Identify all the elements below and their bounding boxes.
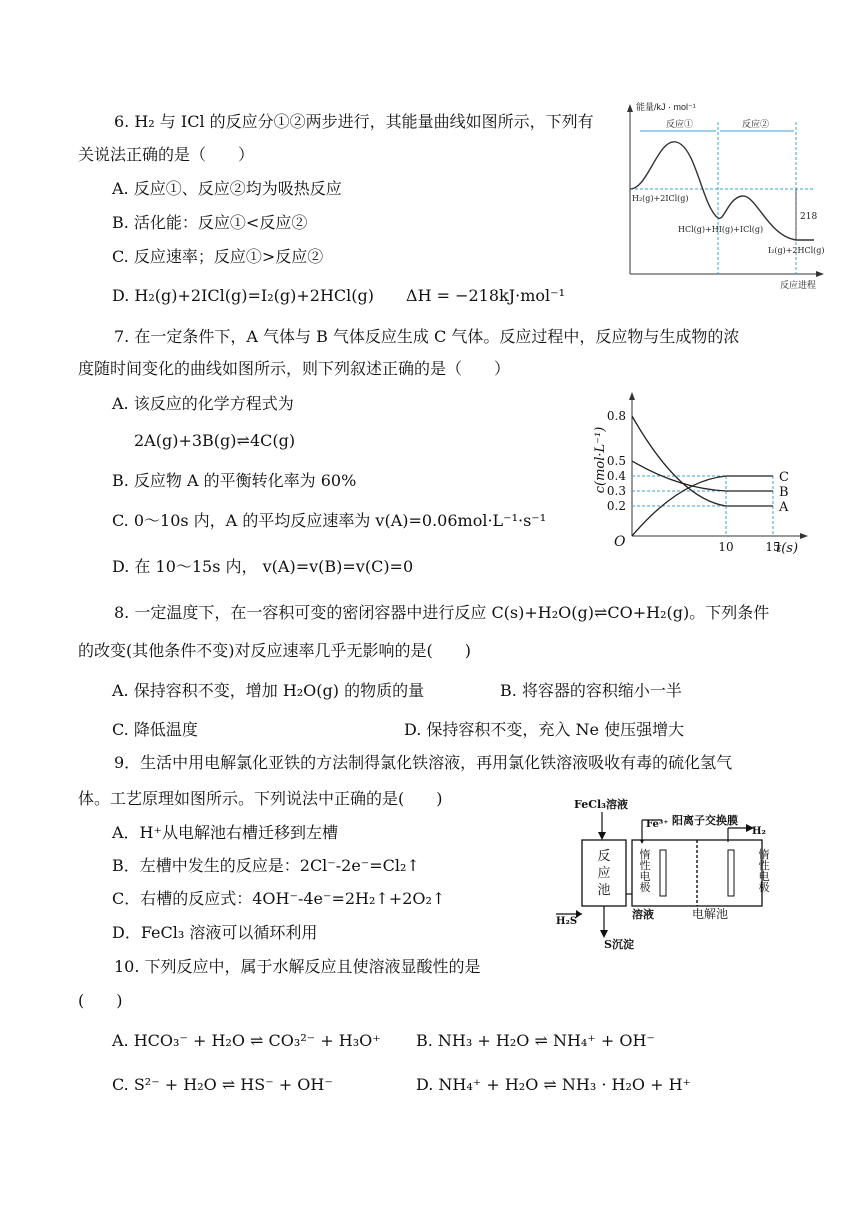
q7-chart-ytick: 0.2 <box>606 499 626 513</box>
q7-option-c: C. 0～10s 内，A 的平均反应速率为 v(A)=0.06mol·L⁻¹·s⁻¹ <box>112 511 547 530</box>
q9-option-d: D．FeCl₃ 溶液可以循环利用 <box>112 923 318 942</box>
q6-fig-stage2: 反应② <box>742 120 770 130</box>
q6-fig-intermediate: HCl(g)+HI(g)+ICl(g) <box>678 225 764 234</box>
q7-chart-ytick: 0.4 <box>606 469 626 483</box>
q9-stem-line1: 9．生活中用电解氯化亚铁的方法制得氯化铁溶液，再用氯化铁溶液吸收有毒的硫化氢气 <box>114 753 733 772</box>
q10-option-b: B. NH₃ + H₂O ⇌ NH₄⁺ + OH⁻ <box>416 1031 655 1050</box>
q6-option-c: C. 反应速率；反应①>反应② <box>112 247 324 266</box>
q9-stem-line2: 体。工艺原理如图所示。下列说法中正确的是( ) <box>78 789 443 808</box>
q9-option-a: A．H⁺从电解池右槽迁移到左槽 <box>112 823 338 842</box>
q9-fig-reactor: 反应池 <box>597 849 611 898</box>
q7-chart-series-label: A <box>779 500 789 515</box>
q7-chart-ytick: 0.8 <box>606 409 626 423</box>
q7-chart-xlabel: t(s) <box>776 541 799 556</box>
q7-chart-ytick: 0.5 <box>606 454 626 468</box>
q6-stem-line2: 关说法正确的是（ ） <box>78 145 255 164</box>
q10-stem-line2: ( ) <box>78 991 123 1010</box>
q10-option-a: A. HCO₃⁻ + H₂O ⇌ CO₃²⁻ + H₃O⁺ <box>112 1031 381 1050</box>
q6-stem-line1: 6. H₂ 与 ICl 的反应分①②两步进行，其能量曲线如图所示，下列有 <box>114 112 594 131</box>
q9-fig-s: S沉淀 <box>604 938 634 950</box>
q9-fig-electrode-left: 惰性电极 <box>639 848 651 894</box>
q7-stem-line2: 度随时间变化的曲线如图所示，则下列叙述正确的是（ ） <box>78 359 511 378</box>
q6-fig-reactants: H₂(g)+2ICl(g) <box>632 194 689 203</box>
q7-option-a-equation: 2A(g)+3B(g)⇌4C(g) <box>134 431 296 450</box>
q8-stem-line2: 的改变(其他条件不变)对反应速率几乎无影响的是( ) <box>78 641 471 660</box>
q10-option-d: D. NH₄⁺ + H₂O ⇌ NH₃ · H₂O + H⁺ <box>416 1075 691 1094</box>
q7-chart-ylabel: c(mol·L⁻¹) <box>593 426 608 494</box>
q8-option-a: A. 保持容积不变，增加 H₂O(g) 的物质的量 <box>112 681 425 700</box>
q7-chart-series-label: B <box>779 485 789 500</box>
q7-chart-series-label: C <box>779 470 789 485</box>
q9-fig-h2: H₂ <box>752 826 766 837</box>
q7-option-d: D. 在 10～15s 内， v(A)=v(B)=v(C)=0 <box>112 557 414 576</box>
q9-fig-cell: 电解池 <box>692 907 729 921</box>
q7-option-b: B. 反应物 A 的平衡转化率为 60% <box>112 471 357 490</box>
q9-fig-electrode-right: 惰性电极 <box>758 848 770 894</box>
q6-energy-diagram <box>618 98 828 292</box>
q7-chart-xtick: 10 <box>718 540 734 554</box>
q9-option-c: C．右槽的反应式：4OH⁻-4e⁻=2H₂↑+2O₂↑ <box>112 889 446 908</box>
q7-stem-line1: 7. 在一定条件下，A 气体与 B 气体反应生成 C 气体。反应过程中，反应物与生成物的浓 <box>114 327 740 346</box>
q6-fig-stage1: 反应① <box>666 120 694 130</box>
q6-fig-xlabel: 反应进程 <box>780 281 817 291</box>
q8-option-b: B. 将容器的容积缩小一半 <box>500 681 682 700</box>
q9-fig-h2s: H₂S <box>556 916 578 927</box>
q6-option-b: B. 活化能：反应①<反应② <box>112 213 308 232</box>
q6-option-a: A. 反应①、反应②均为吸热反应 <box>112 179 342 198</box>
q8-stem-line1: 8. 一定温度下，在一容积可变的密闭容器中进行反应 C(s)+H₂O(g)⇌CO+H₂(g)。下列条件 <box>114 603 770 622</box>
q7-chart-xtick: 15 <box>765 540 781 554</box>
q6-fig-delta: 218 <box>800 212 818 222</box>
q9-process-diagram <box>552 794 782 950</box>
q7-chart-ytick: 0.3 <box>606 484 626 498</box>
q7-chart-origin: O <box>614 534 626 550</box>
q8-option-d: D. 保持容积不变，充入 Ne 使压强增大 <box>404 720 685 739</box>
q9-fig-fecl3: FeCl₃溶液 <box>574 798 628 811</box>
q9-fig-solution: 溶液 <box>632 908 654 921</box>
q10-stem-line1: 10. 下列反应中，属于水解反应且使溶液显酸性的是 <box>114 957 481 976</box>
q6-fig-products: I₂(g)+2HCl(g) <box>768 246 825 255</box>
q9-fig-fe3: Fe³⁺ <box>646 819 669 830</box>
q9-option-b: B．左槽中发生的反应是：2Cl⁻-2e⁻=Cl₂↑ <box>112 856 420 875</box>
q8-option-c: C. 降低温度 <box>112 720 198 739</box>
q10-option-c: C. S²⁻ + H₂O ⇌ HS⁻ + OH⁻ <box>112 1075 333 1094</box>
q7-concentration-chart <box>578 388 810 558</box>
q9-fig-membrane: 阳离子交换膜 <box>672 814 738 827</box>
q6-fig-ylabel: 能量/kJ · mol⁻¹ <box>636 102 696 112</box>
q6-option-d: D. H₂(g)+2ICl(g)=I₂(g)+2HCl(g) ΔH = −218kJ·mol⁻¹ <box>112 286 566 305</box>
q7-option-a: A. 该反应的化学方程式为 <box>112 394 294 413</box>
q7-chart-series-A <box>632 416 773 506</box>
